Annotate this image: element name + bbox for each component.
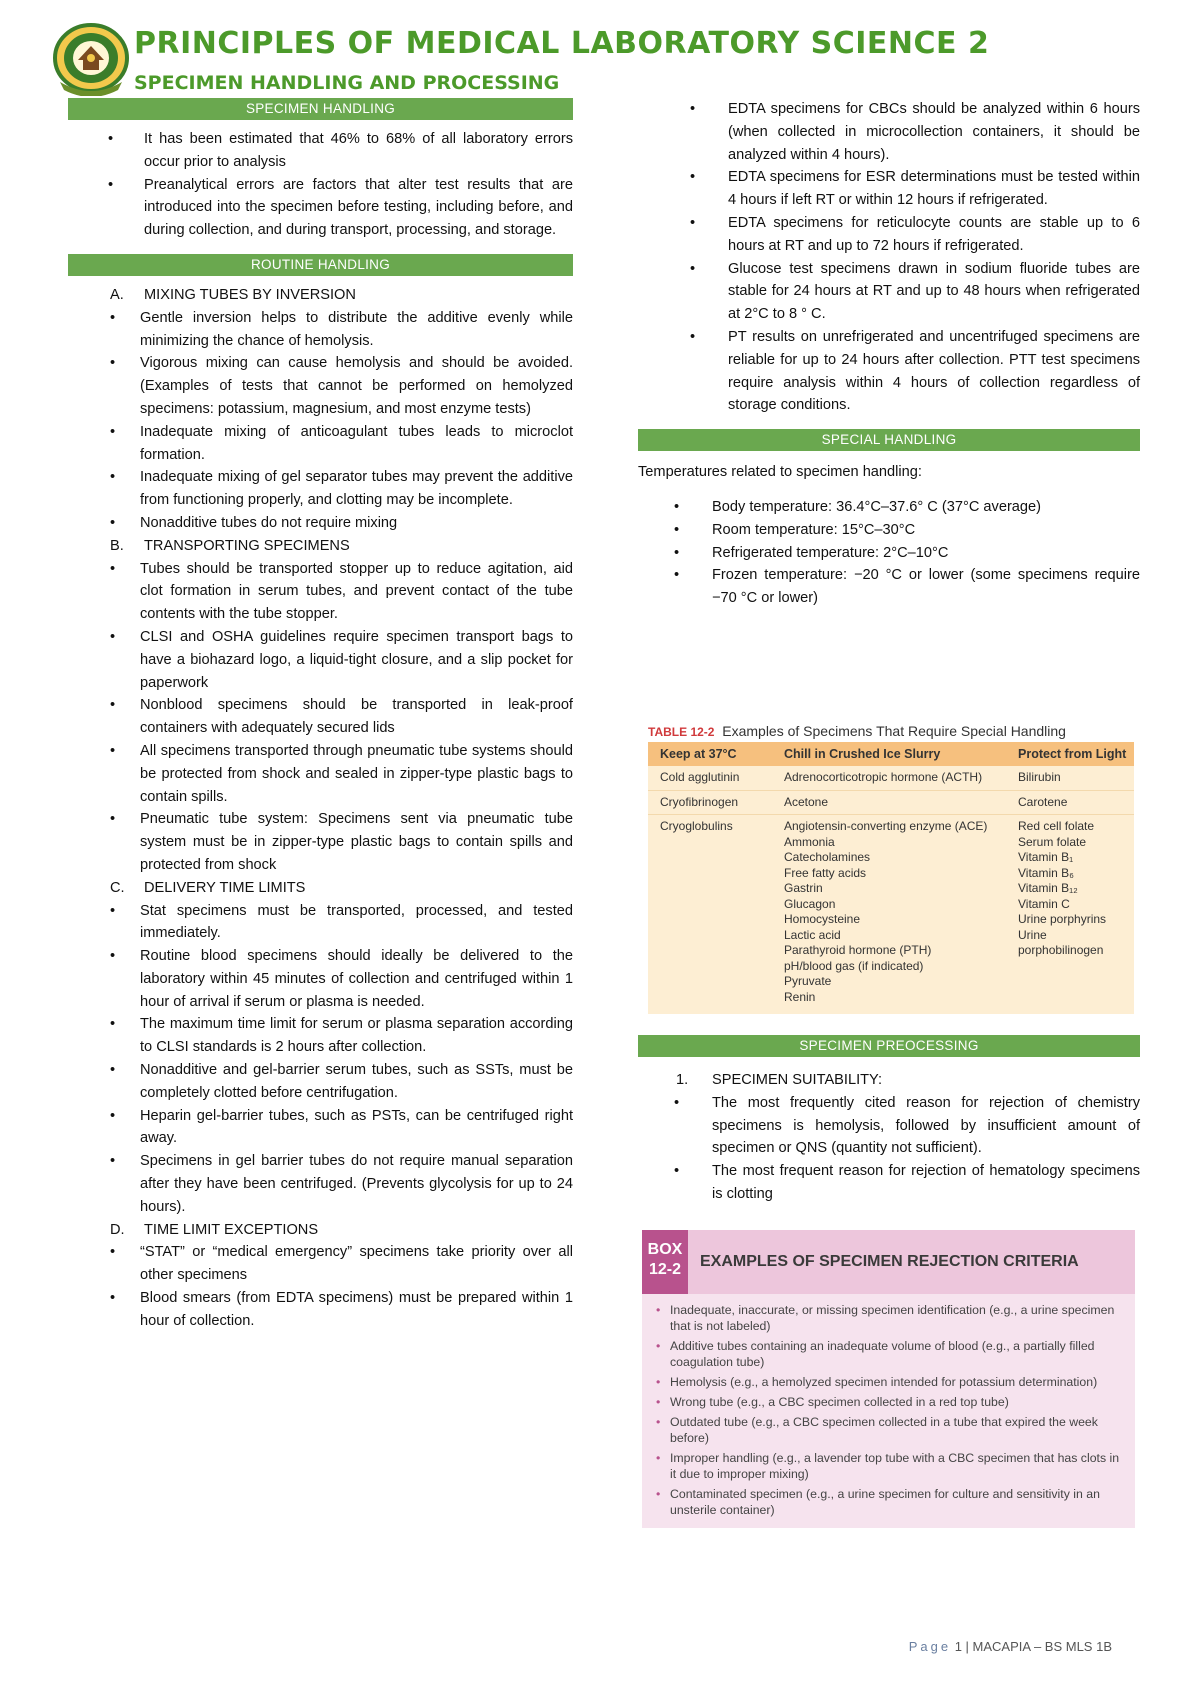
- list-item: • All specimens transported through pneumatic tube systems should be protected from shock and sealed in zipper-type plastic bags to contain spills.: [68, 740, 573, 808]
- list-item: • Refrigerated temperature: 2°C–10°C: [562, 542, 1140, 565]
- list-item: • “STAT” or “medical emergency” specimens take priority over all other specimens: [68, 1241, 573, 1287]
- routine-handling-sections-d: [68, 1219, 573, 1242]
- section-mixing: [68, 284, 573, 307]
- list-item: • Contaminated specimen (e.g., a urine specimen for culture and sensitivity in an unsterile container): [656, 1486, 1125, 1518]
- section-title: MIXING TUBES BY INVERSION: [144, 286, 356, 303]
- page-header: [50, 20, 1170, 100]
- table-cell: Adrenocorticotropic hormone (ACTH): [784, 770, 983, 784]
- table-cell: Carotene: [1018, 794, 1068, 809]
- section-title: DELIVERY TIME LIMITS: [144, 879, 306, 896]
- list-item: • The most frequent reason for rejection of hematology specimens is clotting: [562, 1160, 1140, 1206]
- exceptions-list: [68, 1241, 573, 1332]
- table-cell: Cryofibrinogen: [660, 794, 739, 809]
- list-item: • It has been estimated that 46% to 68% of all laboratory errors occur prior to analysis: [68, 128, 573, 174]
- routine-handling-sections-b: [68, 535, 573, 558]
- list-item: • Hemolysis (e.g., a hemolyzed specimen intended for potassium determination): [656, 1374, 1125, 1390]
- list-item: • EDTA specimens for ESR determinations must be tested within 4 hours if left RT or within 12 hours if refrigerated.: [578, 166, 1140, 212]
- temperature-list: [562, 496, 1140, 610]
- list-item: • Additive tubes containing an inadequate volume of blood (e.g., a partially filled coagulation tube): [656, 1338, 1125, 1370]
- section-delivery: [68, 877, 573, 900]
- list-item: • Inadequate, inaccurate, or missing specimen identification (e.g., a urine specimen that is not labeled): [656, 1302, 1125, 1334]
- list-item: • Wrong tube (e.g., a CBC specimen collected in a red top tube): [656, 1394, 1125, 1410]
- list-item: • Glucose test specimens drawn in sodium fluoride tubes are stable for 24 hours at RT and up to 48 hours when refrigerated at 2°C to 8 ° C.: [578, 258, 1140, 326]
- routine-handling-sections: [68, 284, 573, 307]
- list-item: • Body temperature: 36.4°C–37.6° C (37°C average): [562, 496, 1140, 519]
- section-letter: D.: [110, 1221, 125, 1238]
- transport-list: [68, 558, 573, 877]
- edta-list: [578, 98, 1140, 417]
- mixing-list: [68, 307, 573, 535]
- section-title: TRANSPORTING SPECIMENS: [144, 537, 350, 554]
- box-tag: [642, 1230, 688, 1294]
- routine-handling-sections-c: [68, 877, 573, 900]
- table-row: [648, 766, 1134, 791]
- box-header: [642, 1230, 1135, 1294]
- table-header-row: [648, 742, 1134, 766]
- footer-separator: |: [961, 1639, 973, 1654]
- box-tag-line: BOX: [647, 1241, 683, 1258]
- specimen-suitability-item: [638, 1069, 1140, 1092]
- list-item: • EDTA specimens for CBCs should be analyzed within 6 hours (when collected in microcollection containers, it should be analyzed within 4 hours).: [578, 98, 1140, 166]
- right-column: [638, 98, 1140, 610]
- list-item: • Specimens in gel barrier tubes do not require manual separation after they have been centrifuged. (Prevents glycolysis for up to 24 hours).: [68, 1150, 573, 1218]
- special-handling-table: [648, 720, 1134, 1016]
- table-cell: Acetone: [784, 794, 829, 809]
- table-cell: Bilirubin: [1018, 770, 1061, 784]
- list-item: • Routine blood specimens should ideally be delivered to the laboratory within 45 minutes of collection and centrifuged within 1 hour of arrival if serum or plasma is needed.: [68, 945, 573, 1013]
- table-cell: Angiotensin-converting enzyme (ACE) Ammonia Catecholamines Free fatty acids Gastrin Glucagon Homocysteine Lactic acid Parathyroid hormone (PTH) pH/blood gas (if indicated) Pyruvate Renin: [784, 819, 988, 1004]
- list-item: • Nonblood specimens should be transported in leak-proof containers with adequately secured lids: [68, 694, 573, 740]
- rejection-criteria-list: [642, 1302, 1135, 1518]
- specimen-suitability-list: [562, 1092, 1140, 1206]
- list-item: • Inadequate mixing of gel separator tubes may prevent the additive from functioning properly, and clotting may be incomplete.: [68, 466, 573, 512]
- document-title: PRINCIPLES OF MEDICAL LABORATORY SCIENCE 2: [134, 26, 990, 61]
- rejection-criteria-box: [642, 1230, 1135, 1528]
- specimen-handling-list: [68, 128, 573, 242]
- footer-author: MACAPIA – BS MLS 1B: [972, 1639, 1112, 1654]
- left-column: [68, 98, 573, 1333]
- list-item: • Inadequate mixing of anticoagulant tubes leads to microclot formation.: [68, 421, 573, 467]
- section-letter: C.: [110, 879, 125, 896]
- list-item: • Heparin gel-barrier tubes, such as PSTs, can be centrifuged right away.: [68, 1105, 573, 1151]
- table-caption-text: Examples of Specimens That Require Special Handling: [722, 723, 1066, 739]
- list-item: • Room temperature: 15°C–30°C: [562, 519, 1140, 542]
- section-bar-special-handling: SPECIAL HANDLING: [638, 429, 1140, 451]
- section-bar-specimen-handling: SPECIMEN HANDLING: [68, 98, 573, 120]
- list-item: • The most frequently cited reason for rejection of chemistry specimens is hemolysis, followed by insufficient amount of specimen or QNS (quantity not sufficient).: [562, 1092, 1140, 1160]
- section-bar-specimen-processing: SPECIMEN PREOCESSING: [638, 1035, 1140, 1057]
- section-transport: [68, 535, 573, 558]
- section-letter: B.: [110, 537, 124, 554]
- special-handling-intro: Temperatures related to specimen handling:: [638, 464, 922, 481]
- school-seal-icon: [50, 20, 132, 96]
- list-item: • Improper handling (e.g., a lavender top tube with a CBC specimen that has clots in it due to improper mixing): [656, 1450, 1125, 1482]
- list-item: • Blood smears (from EDTA specimens) must be prepared within 1 hour of collection.: [68, 1287, 573, 1333]
- box-title: EXAMPLES OF SPECIMEN REJECTION CRITERIA: [700, 1253, 1079, 1270]
- section-bar-routine-handling: ROUTINE HANDLING: [68, 254, 573, 276]
- section-exceptions: [68, 1219, 573, 1242]
- table-cell: Cryoglobulins: [660, 819, 733, 833]
- delivery-list: [68, 900, 573, 1219]
- table-header-cell: Keep at 37°C: [660, 747, 737, 761]
- document-subtitle: SPECIMEN HANDLING AND PROCESSING: [134, 72, 560, 94]
- table-caption: [648, 720, 1134, 742]
- table-body: [648, 742, 1134, 1014]
- page-number: 1: [954, 1639, 962, 1654]
- page-word: Page: [908, 1639, 952, 1654]
- table-header-cell: Chill in Crushed Ice Slurry: [784, 747, 941, 761]
- item-title: SPECIMEN SUITABILITY:: [712, 1072, 883, 1088]
- list-item: • Preanalytical errors are factors that alter test results that are introduced into the specimen before testing, including before, and during collection, and during transport, processing, and storage.: [68, 174, 573, 242]
- table-header-cell: Protect from Light: [1018, 747, 1127, 761]
- list-item: • Frozen temperature: −20 °C or lower (some specimens require −70 °C or lower): [562, 564, 1140, 610]
- list-item: • CLSI and OSHA guidelines require specimen transport bags to have a biohazard logo, a liquid-tight closure, and a slip pocket for paperwork: [68, 626, 573, 694]
- list-item: • Gentle inversion helps to distribute the additive evenly while minimizing the chance of hemolysis.: [68, 307, 573, 353]
- table-row: [648, 815, 1134, 1009]
- table-cell: Red cell folate Serum folate Vitamin B₁ Vitamin B₆ Vitamin B₁₂ Vitamin C Urine porphyrins Urine porphobilinogen: [1018, 819, 1107, 957]
- specimen-processing-section: [638, 1035, 1140, 1206]
- list-item: • Tubes should be transported stopper up to reduce agitation, aid clot formation in serum tubes, and prevent contact of the tube contents with the tube stopper.: [68, 558, 573, 626]
- list-item: • The maximum time limit for serum or plasma separation according to CLSI standards is 2 hours after collection.: [68, 1013, 573, 1059]
- section-letter: A.: [110, 286, 124, 303]
- list-item: • Pneumatic tube system: Specimens sent via pneumatic tube system must be in zipper-type plastic bags to contain spills and protected from shock: [68, 808, 573, 876]
- section-title: TIME LIMIT EXCEPTIONS: [144, 1221, 319, 1238]
- list-item: • EDTA specimens for reticulocyte counts are stable up to 6 hours at RT and up to 72 hours if refrigerated.: [578, 212, 1140, 258]
- item-number: 1.: [676, 1072, 689, 1088]
- table-label: TABLE 12-2: [648, 725, 715, 739]
- page-footer: [909, 1639, 1112, 1654]
- list-item: • PT results on unrefrigerated and uncentrifuged specimens are reliable for up to 24 hours after collection. PTT test specimens require analysis within 4 hours of collection regardless of storage conditions.: [578, 326, 1140, 417]
- list-item: • Nonadditive and gel-barrier serum tubes, such as SSTs, must be completely clotted before centrifugation.: [68, 1059, 573, 1105]
- list-item: • Nonadditive tubes do not require mixing: [68, 512, 573, 535]
- box-tag-line: 12-2: [648, 1261, 682, 1278]
- list-item: • Vigorous mixing can cause hemolysis and should be avoided. (Examples of tests that cannot be performed on hemolyzed specimens: potassium, magnesium, and most enzyme tests): [68, 352, 573, 420]
- table-cell: Cold agglutinin: [660, 770, 740, 784]
- table-row: [648, 791, 1134, 816]
- list-item: • Stat specimens must be transported, processed, and tested immediately.: [68, 900, 573, 946]
- list-item: • Outdated tube (e.g., a CBC specimen collected in a tube that expired the week before): [656, 1414, 1125, 1446]
